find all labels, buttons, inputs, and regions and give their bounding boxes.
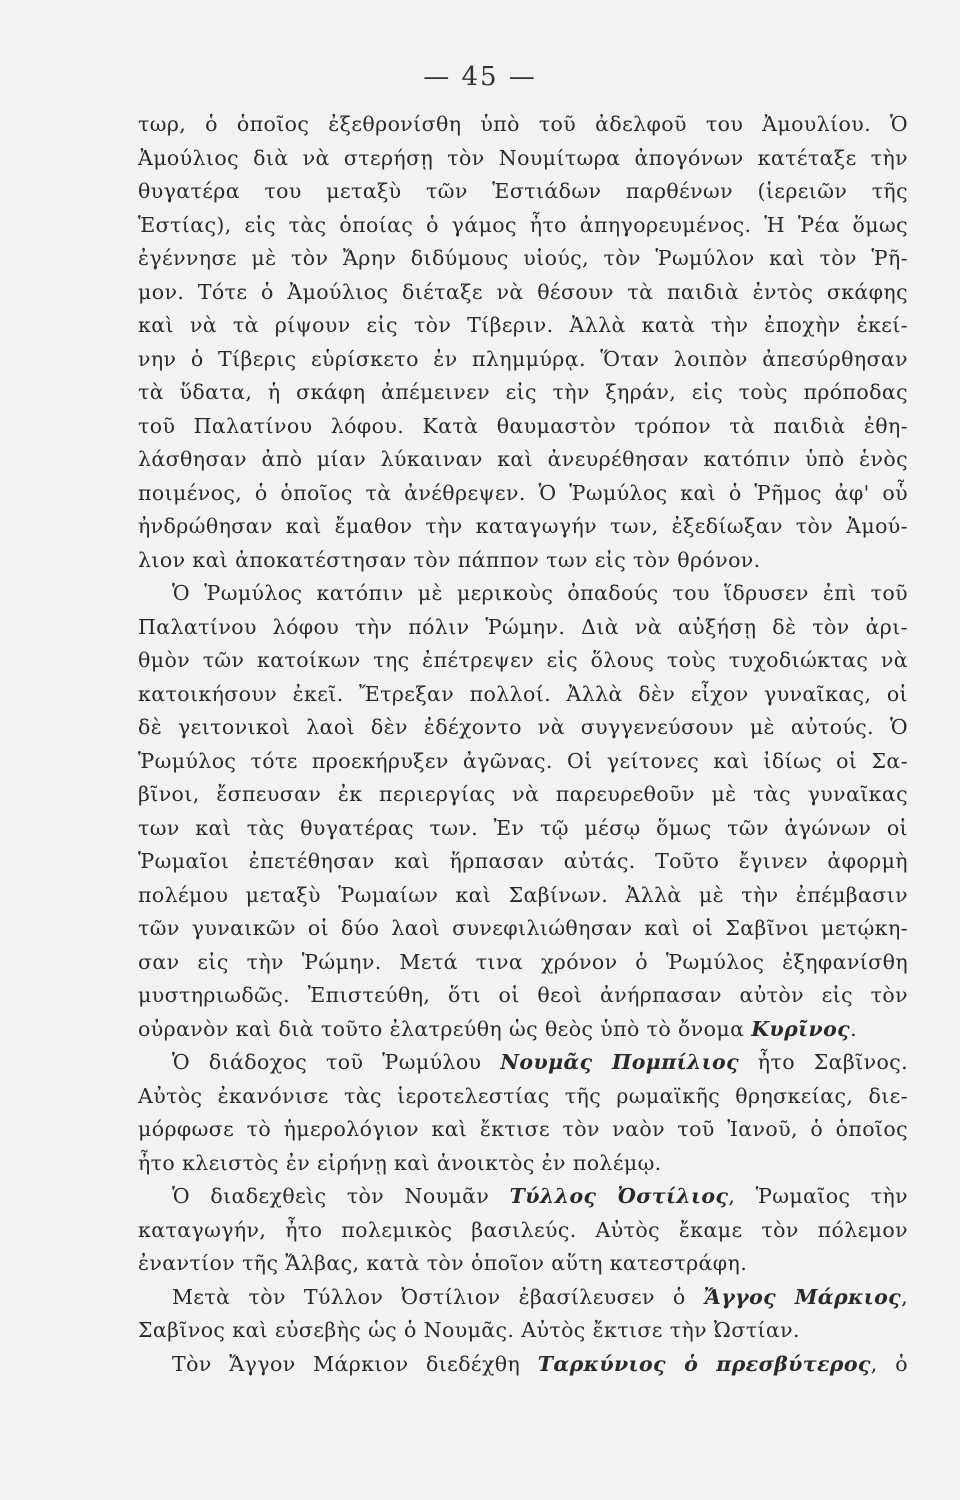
text-line: [138, 1281, 908, 1315]
line-text: Ῥωμύλος τότε προεκήρυξεν ἀγῶνας. Οἱ γείτονες καὶ ἰδίως οἱ Σα-: [138, 748, 908, 773]
text-line: [138, 979, 908, 1013]
text-line: [138, 577, 908, 611]
line-text: Μετὰ τὸν Τύλλον Ὀστίλιον ἐβασίλευσεν ὁ: [172, 1284, 704, 1309]
line-text: Ὁ διάδοχος τοῦ Ῥωμύλου: [172, 1050, 501, 1074]
line-text-after: ,: [901, 1284, 908, 1309]
text-line: [138, 410, 908, 444]
line-text: πολέμου μεταξὺ Ῥωμαίων καὶ Σαβίνων. Ἀλλὰ μὲ τὴν ἐπέμβασιν: [138, 882, 908, 907]
text-line: [138, 142, 908, 176]
text-line: [138, 209, 908, 243]
line-text: Σαβῖνος καὶ εὐσεβὴς ὡς ὁ Νουμᾶς. Αὐτὸς ἔκτισε τὴν Ὠστίαν.: [138, 1318, 800, 1342]
text-line: [138, 1046, 908, 1080]
line-text: λιον καὶ ἀποκατέστησαν τὸν πάππον των εἰς τὸν θρόνον.: [138, 547, 761, 572]
line-text: τὰ ὕδατα, ἡ σκάφη ἀπέμεινεν εἰς τὴν ξηράν, εἰς τοὺς πρόποδας: [138, 380, 908, 404]
text-line: [138, 242, 908, 276]
line-text-after: ἦτο Σαβῖνος.: [738, 1050, 908, 1074]
line-text: καὶ νὰ τὰ ρίψουν εἰς τὸν Τίβεριν. Ἀλλὰ κατὰ τὴν ἐποχὴν ἐκεί-: [138, 313, 908, 337]
line-text: Ἑστίας), εἰς τὰς ὁποίας ὁ γάμος ἦτο ἀπηγορευμένος. Ἡ Ῥέα ὅμως: [138, 212, 908, 237]
line-text: θμὸν τῶν κατοίκων της ἐπέτρεψεν εἰς ὅλους τοὺς τυχοδιώκτας νὰ: [138, 648, 908, 672]
line-text: νην ὁ Τίβερις εὑρίσκετο ἐν πλημμύρᾳ. Ὅταν λοιπὸν ἀπεσύρθησαν: [138, 346, 908, 371]
text-line: [138, 175, 908, 209]
emphasized-name: Ἄγγος Μάρκιος: [703, 1284, 902, 1309]
text-line: [138, 309, 908, 343]
emphasized-name: Κυρῖνος: [751, 1016, 851, 1041]
line-text: κατοικήσουν ἐκεῖ. Ἔτρεξαν πολλοί. Ἀλλὰ δὲν εἶχον γυναῖκας, οἱ: [138, 681, 908, 706]
line-text: οὐρανὸν καὶ διὰ τοῦτο ἐλατρεύθη ὡς θεὸς ὑπὸ τὸ ὄνομα: [138, 1016, 752, 1041]
text-line: [138, 678, 908, 712]
line-text: δὲ γειτονικοὶ λαοὶ δὲν ἐδέχοντο νὰ συγγενεύσουν μὲ αὐτούς. Ὁ: [138, 715, 908, 739]
text-line: [138, 879, 908, 913]
line-text: Ἀμούλιος διὰ νὰ στερήσῃ τὸν Νουμίτωρα ἀπογόνων κατέταξε τὴν: [138, 145, 908, 170]
text-line: [138, 745, 908, 779]
line-text: σαν εἰς τὴν Ῥώμην. Μετά τινα χρόνον ὁ Ῥωμύλος ἐξηφανίσθη: [138, 949, 908, 974]
text-line: [138, 1180, 908, 1214]
text-line: [138, 611, 908, 645]
line-text: ἦτο κλειστὸς ἐν εἰρήνῃ καὶ ἀνοικτὸς ἐν πολέμῳ.: [138, 1150, 662, 1175]
line-text: Τὸν Ἄγγον Μάρκιον διεδέχθη: [172, 1351, 538, 1376]
line-text: Παλατίνου λόφου τὴν πόλιν Ῥώμην. Διὰ νὰ αὐξήσῃ δὲ τὸν ἀρι-: [138, 614, 908, 639]
text-line: [138, 912, 908, 946]
line-text: μόρφωσε τὸ ἡμερολόγιον καὶ ἔκτισε τὸν ναὸν τοῦ Ἰανοῦ, ὁ ὁποῖος: [138, 1117, 908, 1141]
line-text: τῶν γυναικῶν οἱ δύο λαοὶ συνεφιλιώθησαν καὶ οἱ Σαβῖνοι μετῴκη-: [138, 916, 908, 940]
line-text: ἐγέννησε μὲ τὸν Ἄρην διδύμους υἱούς, τὸν Ῥωμύλον καὶ τὸν Ῥῆ-: [138, 246, 908, 270]
text-line: [138, 1314, 908, 1348]
text-line: [138, 376, 908, 410]
line-text: βῖνοι, ἔσπευσαν ἐκ περιεργίας νὰ παρευρεθοῦν μὲ τὰς γυναῖκας: [138, 782, 908, 806]
line-text: Ὁ Ῥωμύλος κατόπιν μὲ μερικοὺς ὀπαδούς του ἵδρυσεν ἐπὶ τοῦ: [172, 581, 908, 605]
text-line: [138, 711, 908, 745]
text-line: [138, 845, 908, 879]
text-line: [138, 1247, 908, 1281]
text-line: [138, 1147, 908, 1181]
line-text: ἐναντίον τῆς Ἄλβας, κατὰ τὸν ὁποῖον αὕτη κατεστράφη.: [138, 1251, 748, 1275]
text-line: [138, 544, 908, 578]
text-line: [138, 276, 908, 310]
emphasized-name: Τύλλος Ὀστίλιος: [509, 1184, 729, 1208]
emphasized-name: Νουμᾶς Πομπίλιος: [500, 1050, 739, 1074]
line-text: Αὐτὸς ἐκανόνισε τὰς ἱεροτελεστίας τῆς ρωμαϊκῆς θρησκείας, διε-: [138, 1083, 908, 1108]
line-text: μυστηριωδῶς. Ἐπιστεύθη, ὅτι οἱ θεοὶ ἀνήρπασαν αὐτὸν εἰς τὸν: [138, 983, 908, 1007]
text-line: [138, 946, 908, 980]
line-text: ἠνδρώθησαν καὶ ἔμαθον τὴν καταγωγήν των, ἐξεδίωξαν τὸν Ἀμού-: [138, 514, 908, 538]
line-text: τωρ, ὁ ὁποῖος ἐξεθρονίσθη ὑπὸ τοῦ ἀδελφοῦ του Ἀμουλίου. Ὁ: [138, 112, 908, 136]
text-line: [138, 1113, 908, 1147]
text-line: [138, 1348, 908, 1382]
line-text-after: , ὁ: [870, 1351, 908, 1376]
page-number: — 45 —: [423, 62, 537, 92]
line-text-after: .: [850, 1016, 857, 1041]
line-text: των καὶ τὰς θυγατέρας των. Ἐν τῷ μέσῳ ὅμως τῶν ἀγώνων οἱ: [138, 815, 908, 840]
body-text: [138, 108, 908, 1381]
line-text-after: , Ῥωμαῖος τὴν: [728, 1184, 908, 1208]
text-line: [138, 778, 908, 812]
emphasized-name: Ταρκύνιος ὁ πρεσβύτερος: [537, 1351, 871, 1376]
line-text: ποιμένος, ὁ ὁποῖος τὰ ἀνέθρεψεν. Ὁ Ῥωμύλος καὶ ὁ Ῥῆμος ἀφ' οὗ: [138, 480, 908, 505]
text-line: [138, 1080, 908, 1114]
text-line: [138, 477, 908, 511]
line-text: Ὁ διαδεχθεὶς τὸν Νουμᾶν: [172, 1184, 510, 1208]
text-line: [138, 1214, 908, 1248]
text-line: [138, 108, 908, 142]
text-line: [138, 812, 908, 846]
text-line: [138, 1013, 908, 1047]
text-line: [138, 443, 908, 477]
line-text: λάσθησαν ἀπὸ μίαν λύκαιναν καὶ ἀνευρέθησαν κατόπιν ὑπὸ ἑνὸς: [138, 447, 908, 471]
text-line: [138, 510, 908, 544]
text-line: [138, 644, 908, 678]
line-text: τοῦ Παλατίνου λόφου. Κατὰ θαυμαστὸν τρόπον τὰ παιδιὰ ἐθη-: [138, 413, 908, 438]
line-text: Ῥωμαῖοι ἐπετέθησαν καὶ ἥρπασαν αὐτάς. Τοῦτο ἔγινεν ἀφορμὴ: [138, 849, 908, 873]
text-line: [138, 343, 908, 377]
line-text: θυγατέρα του μεταξὺ τῶν Ἑστιάδων παρθένων (ἱερειῶν τῆς: [138, 179, 908, 203]
line-text: μον. Τότε ὁ Ἀμούλιος διέταξε νὰ θέσουν τὰ παιδιὰ ἐντὸς σκάφης: [138, 279, 908, 304]
line-text: καταγωγήν, ἦτο πολεμικὸς βασιλεύς. Αὐτὸς ἔκαμε τὸν πόλεμον: [138, 1217, 908, 1242]
